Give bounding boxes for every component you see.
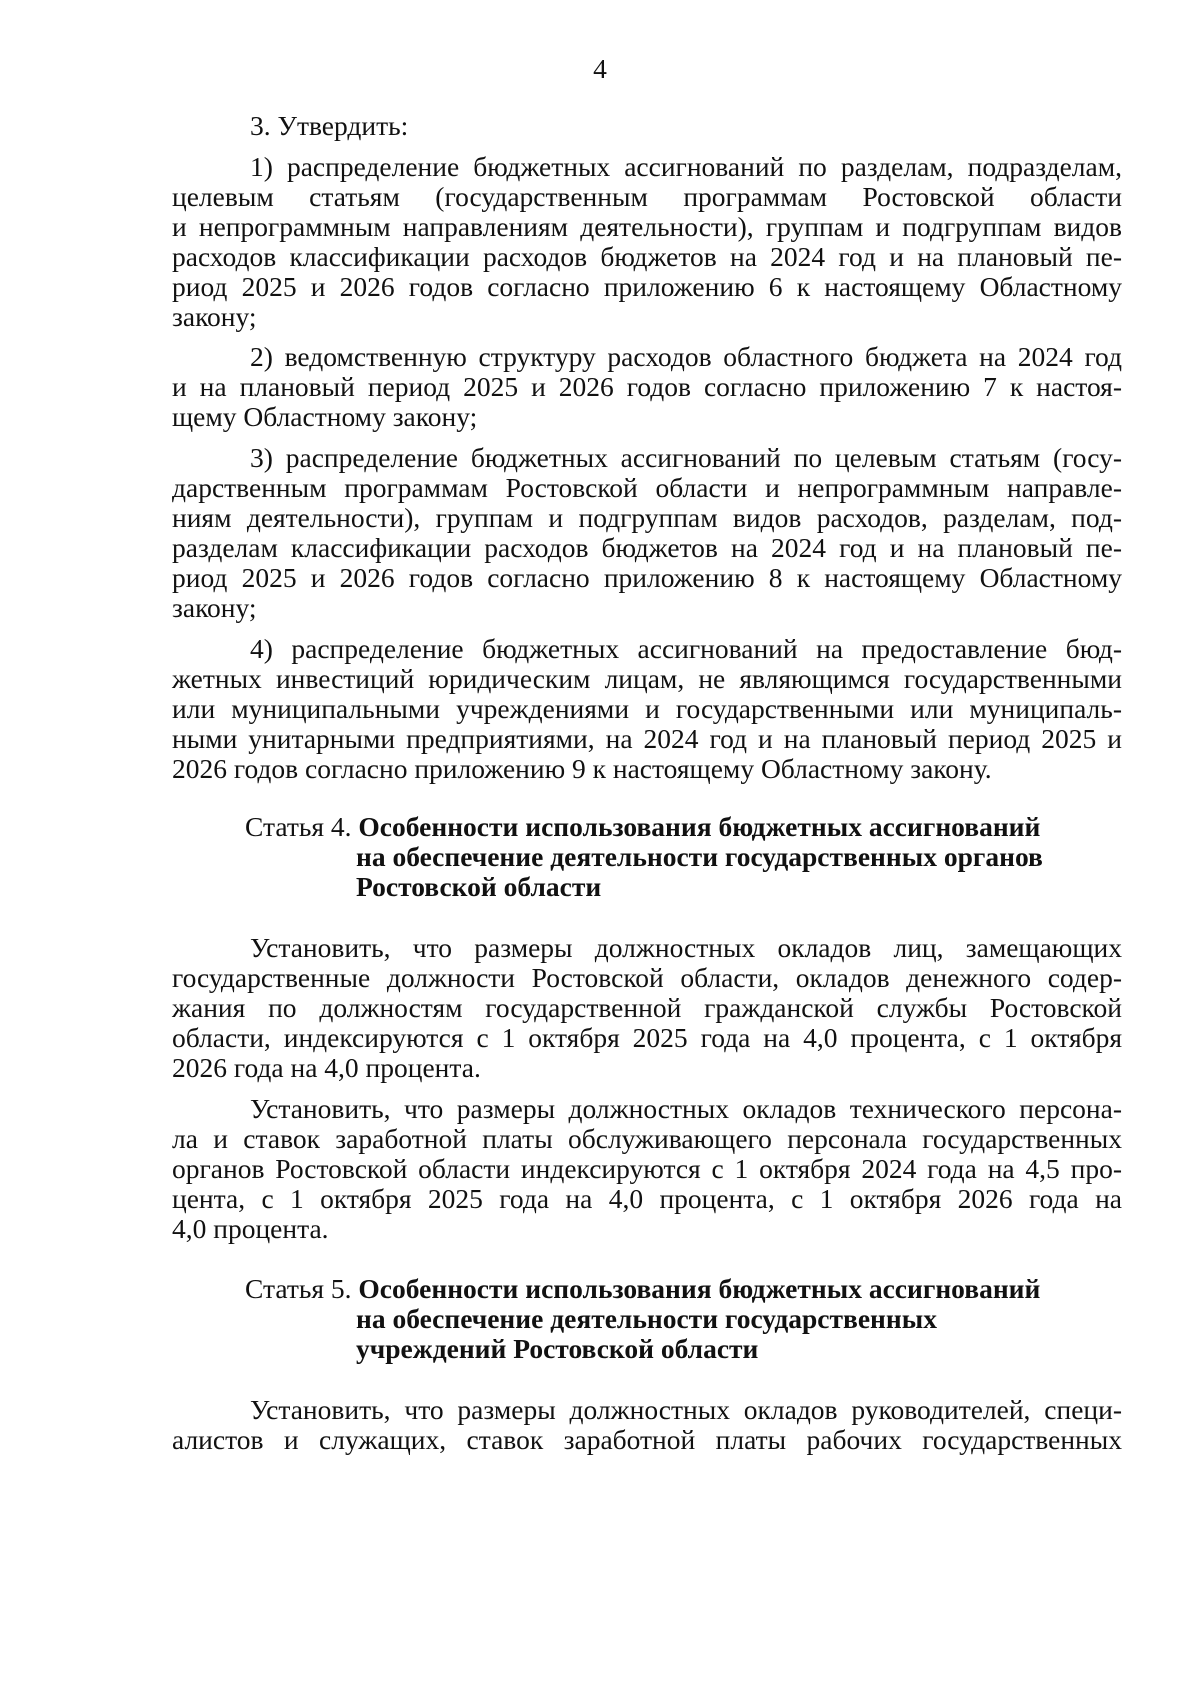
item-3-line: 3) распределение бюджетных ассигнований по целевым статьям (госу- <box>250 442 1122 473</box>
item-4-line: или муниципальными учреждениями и государственными или муниципаль- <box>172 693 1122 724</box>
article-4-title-line: Ростовской области <box>356 871 602 902</box>
item-3-line: ниям деятельности), группам и подгруппам видов расходов, разделам, под- <box>172 502 1122 533</box>
item-4-line: 4) распределение бюджетных ассигнований на предоставление бюд- <box>250 633 1122 664</box>
article-4-paragraph-line: 4,0 процента. <box>172 1213 329 1244</box>
item-1-line: целевым статьям (государственным программам Ростовской области <box>172 181 1122 212</box>
article-5-title-line: учреждений Ростовской области <box>356 1333 759 1364</box>
page-number: 4 <box>593 53 607 84</box>
item-3-line: разделам классификации расходов бюджетов на 2024 год и на плановый пе- <box>172 532 1122 563</box>
item-3-line: риод 2025 и 2026 годов согласно приложению 8 к настоящему Областному <box>172 562 1122 593</box>
item-3-line: дарственным программам Ростовской области и непрограммным направле- <box>172 472 1122 503</box>
item-4-line: ными унитарными предприятиями, на 2024 год и на плановый период 2025 и <box>172 723 1122 754</box>
article-4-paragraph-line: Установить, что размеры должностных окладов технического персона- <box>250 1093 1122 1124</box>
article-4-label: Статья 4. <box>245 811 352 842</box>
item-1-line: риод 2025 и 2026 годов согласно приложению 6 к настоящему Областному <box>172 271 1122 302</box>
article-5-paragraph-line: Установить, что размеры должностных окладов руководителей, специ- <box>250 1394 1122 1425</box>
item-1-line: 1) распределение бюджетных ассигнований по разделам, подразделам, <box>250 151 1122 182</box>
item-4-line: жетных инвестиций юридическим лицам, не являющимся государственными <box>172 663 1122 694</box>
item-3-line: закону; <box>172 592 257 623</box>
item-2-line: 2) ведомственную структуру расходов областного бюджета на 2024 год <box>250 341 1122 372</box>
article-4-paragraph-line: органов Ростовской области индексируются с 1 октября 2024 года на 4,5 про- <box>172 1153 1122 1184</box>
article-5-title-line: на обеспечение деятельности государственных <box>356 1303 937 1334</box>
article-4-heading <box>245 810 1122 844</box>
section-3-intro: 3. Утвердить: <box>250 110 409 141</box>
item-2-line: щему Областному закону; <box>172 401 478 432</box>
article-4-paragraph-line: 2026 года на 4,0 процента. <box>172 1052 481 1083</box>
article-4-paragraph-line: цента, с 1 октября 2025 года на 4,0 процента, с 1 октября 2026 года на <box>172 1183 1122 1214</box>
article-5-label: Статья 5. <box>245 1273 352 1304</box>
item-4-line: 2026 годов согласно приложению 9 к настоящему Областному закону. <box>172 753 992 784</box>
article-4-paragraph-line: государственные должности Ростовской области, окладов денежного содер- <box>172 962 1122 993</box>
article-5-paragraph-line: алистов и служащих, ставок заработной платы рабочих государственных <box>172 1424 1122 1455</box>
article-4-paragraph-line: Установить, что размеры должностных окладов лиц, замещающих <box>250 932 1122 963</box>
item-2-line: и на плановый период 2025 и 2026 годов согласно приложению 7 к настоя- <box>172 371 1122 402</box>
item-1-line: закону; <box>172 301 257 332</box>
article-5-heading <box>245 1272 1122 1306</box>
article-5-title-line: Особенности использования бюджетных ассигнований <box>358 1273 1041 1304</box>
item-1-line: и непрограммным направлениям деятельности), группам и подгруппам видов <box>172 211 1122 242</box>
item-1-line: расходов классификации расходов бюджетов на 2024 год и на плановый пе- <box>172 241 1122 272</box>
article-4-paragraph-line: области, индексируются с 1 октября 2025 года на 4,0 процента, с 1 октября <box>172 1022 1122 1053</box>
article-4-paragraph-line: жания по должностям государственной гражданской службы Ростовской <box>172 992 1122 1023</box>
article-4-title-line: на обеспечение деятельности государственных органов <box>356 841 1043 872</box>
article-4-title-line: Особенности использования бюджетных ассигнований <box>358 811 1041 842</box>
article-4-paragraph-line: ла и ставок заработной платы обслуживающего персонала государственных <box>172 1123 1122 1154</box>
